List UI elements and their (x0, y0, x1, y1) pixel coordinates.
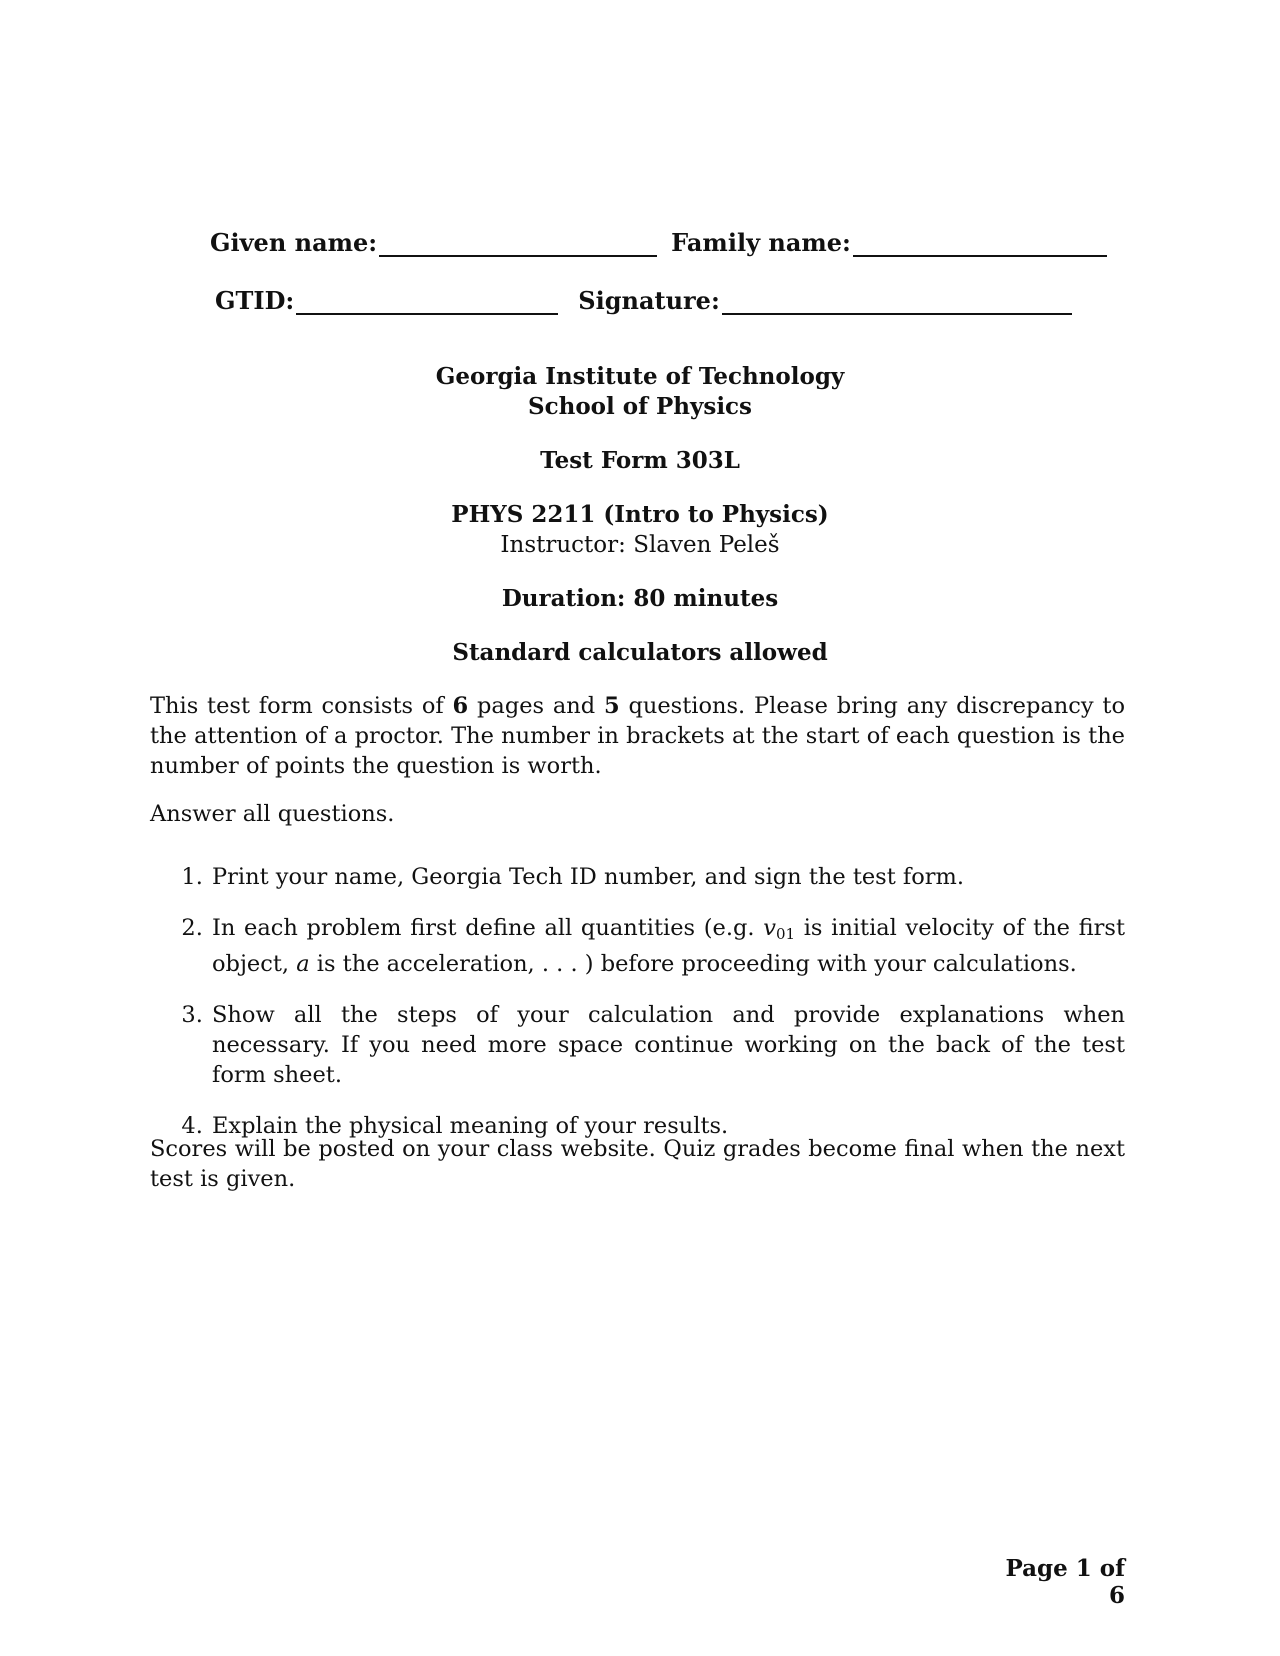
intro-text-1: This test form consists of (150, 693, 453, 719)
instruction-text-1: Print your name, Georgia Tech ID number, and sign the test form. (212, 864, 965, 890)
family-name-label: Family name: (671, 228, 851, 257)
calculator-policy: Standard calculators allowed (452, 639, 828, 666)
course-title: PHYS 2211 (Intro to Physics) (451, 501, 829, 528)
name-fields-row (210, 228, 1107, 257)
institution-name: Georgia Institute of Technology (435, 363, 845, 390)
gtid-field[interactable] (296, 293, 558, 315)
instructions-list (150, 862, 1125, 1162)
instruction-text-3: Show all the steps of your calculation and provide explanations when necessary. If you need more space continue working on the back of the test form sheet. (212, 1002, 1125, 1088)
given-name-field[interactable] (379, 235, 657, 257)
page-number: Page 1 of 6 (1005, 1555, 1125, 1609)
school-name: School of Physics (527, 393, 753, 420)
instruction-text-2a: In each problem first define all quantities (e.g. (212, 915, 764, 941)
signature-field[interactable] (722, 293, 1072, 315)
duration: Duration: 80 minutes (501, 585, 779, 612)
test-form-title: Test Form 303L (540, 447, 740, 474)
given-name-label: Given name: (210, 228, 378, 257)
intro-text-3: questions. Please bring any discrepancy to the attention of a proctor. The number in brackets at the start of each question is the number of points the question is worth. (150, 693, 1125, 779)
velocity-symbol: v (763, 915, 776, 941)
instruction-text-4: Explain the physical meaning of your results. (212, 1113, 729, 1139)
scores-note: Scores will be posted on your class website. Quiz grades become final when the next test is given. (150, 1136, 1125, 1192)
page-count: 6 (452, 693, 469, 719)
instruction-item (210, 862, 1125, 892)
instruction-item (210, 1000, 1125, 1090)
instruction-text-2b: is initial velocity of the first object, (212, 915, 1125, 977)
gtid-label: GTID: (215, 286, 295, 315)
intro-text-2: pages and (468, 693, 604, 719)
id-fields-row (215, 286, 1072, 315)
velocity-subscript: 01 (775, 925, 796, 943)
family-name-field[interactable] (853, 235, 1107, 257)
question-count: 5 (604, 693, 620, 719)
instruction-text-2c: is the acceleration, . . . ) before proceeding with your calculations. (309, 951, 1077, 977)
instructor-name: Instructor: Slaven Peleš (500, 532, 780, 558)
intro-paragraph (150, 691, 1125, 781)
answer-all-note: Answer all questions. (150, 801, 395, 827)
signature-label: Signature: (578, 286, 720, 315)
acceleration-symbol: a (296, 951, 310, 977)
instruction-item (210, 913, 1125, 979)
